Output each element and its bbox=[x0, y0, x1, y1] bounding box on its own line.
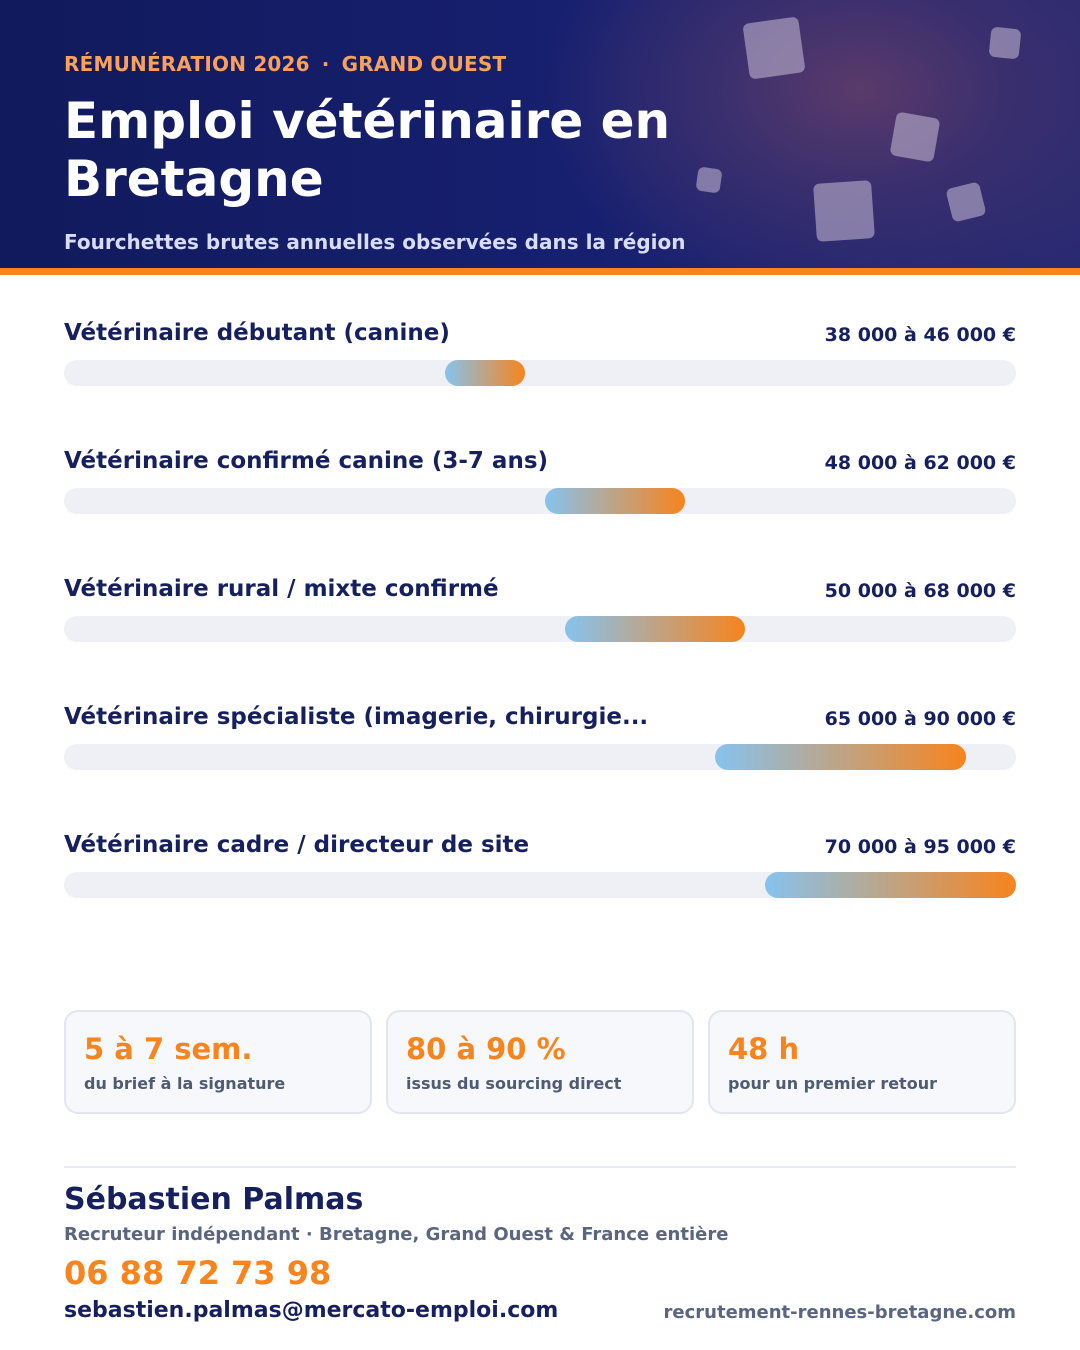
header-kicker bbox=[64, 52, 506, 76]
chart-row bbox=[64, 830, 1016, 910]
bar-track bbox=[64, 488, 1016, 514]
range-bar bbox=[715, 744, 966, 770]
bar-track bbox=[64, 616, 1016, 642]
contact-email-link[interactable]: sebastien.palmas@mercato-emploi.com bbox=[64, 1298, 559, 1323]
decorative-square bbox=[890, 112, 941, 163]
header-accent-line bbox=[0, 268, 1080, 275]
value-label: 48 000 à 62 000 € bbox=[824, 452, 1016, 474]
kicker-separator: · bbox=[321, 52, 330, 76]
stat-value: 80 à 90 % bbox=[406, 1032, 566, 1066]
kicker-region-label: GRAND OUEST bbox=[341, 52, 507, 76]
stat-label: pour un premier retour bbox=[728, 1074, 937, 1093]
bar-track bbox=[64, 744, 1016, 770]
stat-card-sourcing bbox=[386, 1010, 694, 1114]
decorative-square bbox=[742, 16, 805, 79]
bar-track bbox=[64, 872, 1016, 898]
category-label: Vétérinaire cadre / directeur de site bbox=[64, 832, 530, 858]
decorative-square bbox=[945, 181, 986, 222]
category-label: Vétérinaire spécialiste (imagerie, chirurgie... bbox=[64, 704, 649, 730]
kicker-year-label: RÉMUNÉRATION 2026 bbox=[64, 52, 310, 76]
chart-row bbox=[64, 318, 1016, 398]
decorative-square bbox=[989, 27, 1022, 60]
contact-role: Recruteur indépendant · Bretagne, Grand Ouest & France entière bbox=[64, 1224, 729, 1245]
chart-row bbox=[64, 446, 1016, 526]
page-title: Emploi vétérinaire en Bretagne bbox=[64, 92, 671, 208]
bar-track bbox=[64, 360, 1016, 386]
stat-card-delay bbox=[64, 1010, 372, 1114]
value-label: 38 000 à 46 000 € bbox=[824, 324, 1016, 346]
decorative-square bbox=[813, 180, 875, 242]
category-label: Vétérinaire rural / mixte confirmé bbox=[64, 576, 499, 602]
range-bar bbox=[565, 616, 745, 642]
stat-card-response bbox=[708, 1010, 1016, 1114]
contact-website-link[interactable]: recrutement-rennes-bretagne.com bbox=[663, 1302, 1016, 1323]
category-label: Vétérinaire débutant (canine) bbox=[64, 320, 450, 346]
range-bar bbox=[765, 872, 1016, 898]
header-banner bbox=[0, 0, 1080, 268]
chart-row bbox=[64, 702, 1016, 782]
range-bar bbox=[445, 360, 525, 386]
stat-label: du brief à la signature bbox=[84, 1074, 286, 1093]
chart-row bbox=[64, 574, 1016, 654]
contact-name: Sébastien Palmas bbox=[64, 1182, 364, 1217]
category-label: Vétérinaire confirmé canine (3-7 ans) bbox=[64, 448, 549, 474]
stat-value: 5 à 7 sem. bbox=[84, 1032, 253, 1066]
contact-phone-link[interactable]: 06 88 72 73 98 bbox=[64, 1254, 332, 1292]
footer-divider bbox=[64, 1166, 1016, 1168]
range-bar bbox=[545, 488, 685, 514]
page-subtitle: Fourchettes brutes annuelles observées dans la région bbox=[64, 230, 686, 254]
stat-value: 48 h bbox=[728, 1032, 800, 1066]
stat-label: issus du sourcing direct bbox=[406, 1074, 622, 1093]
value-label: 50 000 à 68 000 € bbox=[824, 580, 1016, 602]
value-label: 65 000 à 90 000 € bbox=[824, 708, 1016, 730]
value-label: 70 000 à 95 000 € bbox=[824, 836, 1016, 858]
